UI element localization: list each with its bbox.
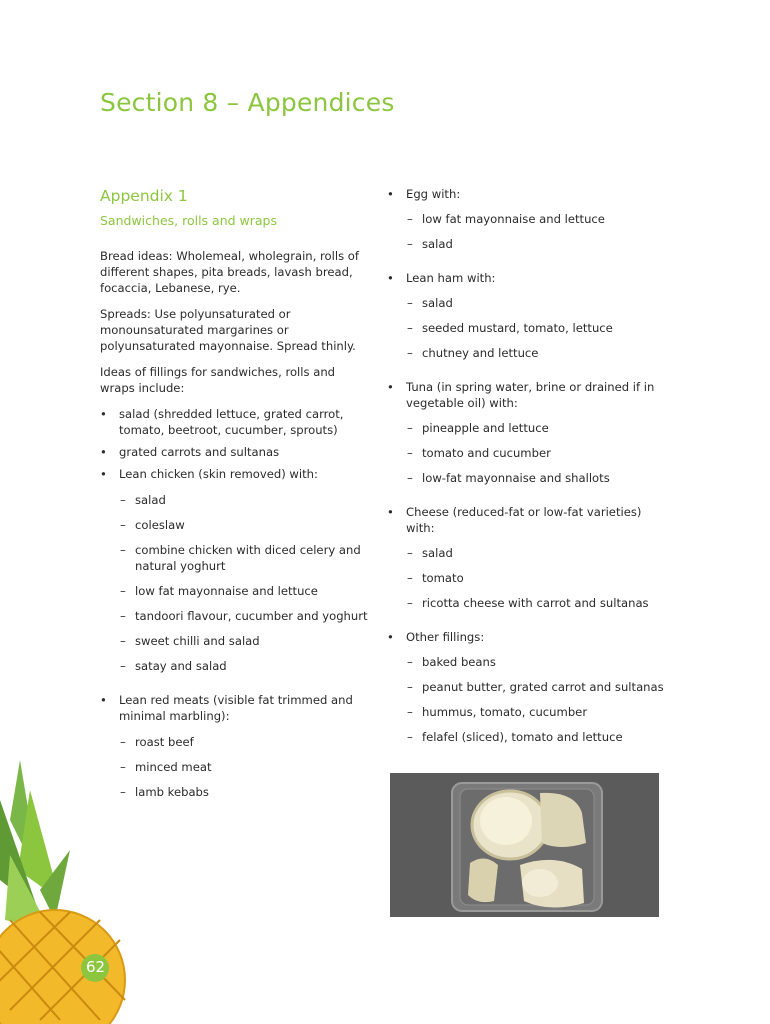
bullet-icon: • (100, 467, 107, 481)
sub-list-item (387, 445, 667, 461)
dash-icon: – (407, 680, 413, 694)
sub-list-item (387, 729, 667, 745)
bullet-icon: • (387, 187, 394, 201)
dash-icon: – (407, 237, 413, 251)
sub-list-item-text: salad (135, 493, 166, 507)
bullet-icon: • (387, 630, 394, 644)
bullet-icon: • (387, 271, 394, 285)
sub-list-item-text: combine chicken with diced celery and natural yoghurt (135, 543, 361, 573)
list-item-text: Lean red meats (visible fat trimmed and minimal marbling): (119, 693, 353, 723)
list-item-text: Cheese (reduced-fat or low-fat varieties) with: (406, 505, 642, 535)
dash-icon: – (407, 346, 413, 360)
dash-icon: – (120, 760, 126, 774)
dash-icon: – (407, 596, 413, 610)
sub-list-item (387, 420, 667, 436)
sub-list-item-text: chutney and lettuce (422, 346, 539, 360)
sub-list-item-text: low-fat mayonnaise and shallots (422, 471, 610, 485)
sub-list-item-text: peanut butter, grated carrot and sultanas (422, 680, 664, 694)
appendix-heading: Appendix 1 (100, 187, 188, 205)
sub-list-item-text: lamb kebabs (135, 785, 209, 799)
list-item (100, 444, 372, 460)
sub-list-item-text: low fat mayonnaise and lettuce (422, 212, 605, 226)
sub-list-item (387, 545, 667, 561)
sub-list-item-text: tomato (422, 571, 464, 585)
wraps-image (390, 773, 659, 917)
dash-icon: – (120, 518, 126, 532)
sub-list-item (100, 492, 372, 508)
list-item (387, 186, 667, 202)
sub-list-item-text: ricotta cheese with carrot and sultanas (422, 596, 649, 610)
sub-list-item (387, 570, 667, 586)
sub-list-item-text: hummus, tomato, cucumber (422, 705, 588, 719)
sub-list-item (387, 345, 667, 361)
list-item (387, 629, 667, 645)
sub-list-item (100, 633, 372, 649)
sub-list-item (387, 595, 667, 611)
dash-icon: – (407, 546, 413, 560)
dash-icon: – (407, 705, 413, 719)
dash-icon: – (407, 446, 413, 460)
sub-list-item-text: felafel (sliced), tomato and lettuce (422, 730, 623, 744)
dash-icon: – (120, 493, 126, 507)
sub-list-item (387, 704, 667, 720)
list-item-text: Tuna (in spring water, brine or drained if in vegetable oil) with: (406, 380, 655, 410)
dash-icon: – (120, 584, 126, 598)
sub-list-item-text: roast beef (135, 735, 194, 749)
list-item-text: Other fillings: (406, 630, 485, 644)
sub-list-item (100, 542, 372, 574)
sub-list-item (100, 583, 372, 599)
sub-list-item-text: coleslaw (135, 518, 185, 532)
sub-list-item (100, 608, 372, 624)
sub-list-item-text: tandoori flavour, cucumber and yoghurt (135, 609, 368, 623)
list-item-text: salad (shredded lettuce, grated carrot, tomato, beetroot, cucumber, sprouts) (119, 407, 344, 437)
sub-list-item (100, 734, 372, 750)
dash-icon: – (120, 735, 126, 749)
list-item (387, 504, 667, 536)
dash-icon: – (407, 296, 413, 310)
dash-icon: – (407, 421, 413, 435)
sub-list-item-text: salad (422, 296, 453, 310)
sub-list-item-text: baked beans (422, 655, 496, 669)
sub-list-item (100, 517, 372, 533)
sub-list-item-text: low fat mayonnaise and lettuce (135, 584, 318, 598)
sub-list-item (387, 295, 667, 311)
list-item-text: grated carrots and sultanas (119, 445, 280, 459)
sub-list-item-text: satay and salad (135, 659, 227, 673)
sub-list-item (100, 658, 372, 674)
sub-list-item-text: tomato and cucumber (422, 446, 551, 460)
dash-icon: – (407, 471, 413, 485)
dash-icon: – (407, 655, 413, 669)
dash-icon: – (120, 659, 126, 673)
bullet-icon: • (100, 693, 107, 707)
bread-ideas: Bread ideas: Wholemeal, wholegrain, rolls of different shapes, pita breads, lavash bread, focaccia, Lebanese, rye. (100, 249, 359, 295)
list-item-text: Lean ham with: (406, 271, 496, 285)
dash-icon: – (120, 609, 126, 623)
right-column (387, 186, 667, 754)
list-item (387, 379, 667, 411)
sub-list-item-text: seeded mustard, tomato, lettuce (422, 321, 613, 335)
fillings-intro: Ideas of fillings for sandwiches, rolls and wraps include: (100, 365, 336, 395)
sub-list-item (387, 211, 667, 227)
bullet-icon: • (387, 380, 394, 394)
list-item (100, 406, 372, 438)
sub-list-item (387, 320, 667, 336)
list-item (100, 466, 372, 482)
left-column (100, 186, 372, 809)
pineapple-icon (0, 760, 160, 1024)
bullet-icon: • (100, 407, 107, 421)
list-item (100, 692, 372, 724)
page-title: Section 8 – Appendices (100, 88, 395, 117)
spreads: Spreads: Use polyunsaturated or monounsaturated margarines or polyunsaturated mayonnaise. Spread thinly. (100, 307, 356, 353)
sub-list-item (387, 470, 667, 486)
dash-icon: – (120, 634, 126, 648)
dash-icon: – (407, 730, 413, 744)
page-number: 62 (86, 958, 106, 976)
dash-icon: – (407, 212, 413, 226)
dash-icon: – (120, 543, 126, 557)
food-photo (390, 773, 659, 917)
list-item-text: Lean chicken (skin removed) with: (119, 467, 318, 481)
sub-list-item-text: sweet chilli and salad (135, 634, 260, 648)
sub-list-item-text: salad (422, 237, 453, 251)
sub-list-item-text: pineapple and lettuce (422, 421, 549, 435)
list-item-text: Egg with: (406, 187, 461, 201)
dash-icon: – (120, 785, 126, 799)
appendix-subheading: Sandwiches, rolls and wraps (100, 213, 277, 228)
dash-icon: – (407, 321, 413, 335)
bullet-icon: • (100, 445, 107, 459)
sub-list-item (387, 236, 667, 252)
sub-list-item (387, 654, 667, 670)
sub-list-item-text: minced meat (135, 760, 212, 774)
bullet-icon: • (387, 505, 394, 519)
list-item (387, 270, 667, 286)
dash-icon: – (407, 571, 413, 585)
sub-list-item (387, 679, 667, 695)
sub-list-item-text: salad (422, 546, 453, 560)
